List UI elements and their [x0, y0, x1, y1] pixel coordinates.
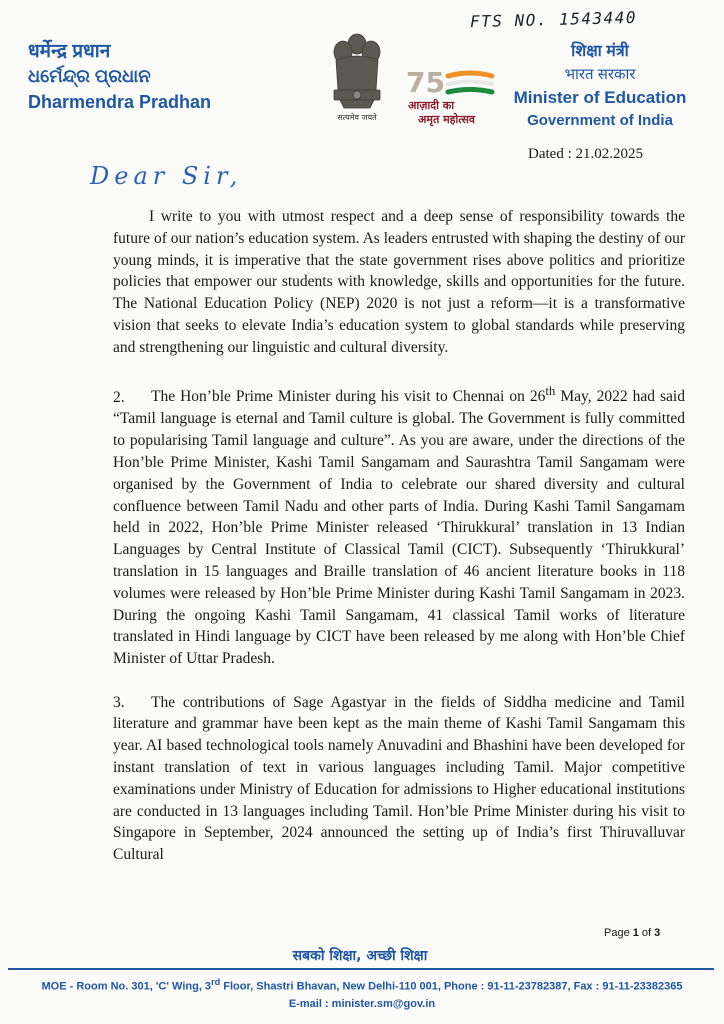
file-reference: FTS NO. 1543440	[469, 7, 638, 32]
svg-text:Dear Sir,: Dear Sir,	[90, 162, 243, 190]
page-number	[604, 927, 660, 939]
name-hindi: धर्मेन्द्र प्रधान	[28, 41, 111, 62]
footer-motto: सबको शिक्षा, अच्छी शिक्षा	[292, 948, 428, 964]
letter-date: Dated : 21.02.2025	[528, 146, 643, 162]
salutation	[88, 158, 278, 194]
title-hindi: शिक्षा मंत्री	[571, 43, 629, 60]
letter-body	[113, 206, 685, 888]
paragraph-2-number: 2.	[113, 388, 125, 406]
paragraph-1-text: I write to you with utmost respect and a deep sense of responsibility towards the future of our nation’s education system. As leaders entrusted with shaping the destiny of our young minds, it is imperative that the state government rises above politics and prioritize policies that empower our students with knowledge, skills and opportunities for the future. The National Education Policy (NEP) 2020 is not just a reform—it is a transformative vision that seeks to elevate India’s education system to global standards while preserving and strengthening our linguistic and cultural diversity.	[113, 208, 685, 356]
page-number-prefix: Page	[604, 927, 633, 939]
title-english: Minister of Education	[513, 88, 687, 107]
govt-hindi: भारत सरकार	[564, 66, 636, 83]
paragraph-3-text: The contributions of Sage Agastyar in the fields of Siddha medicine and Tamil literature and grammar have been kept as the main theme of Kashi Tamil Sangamam this year. AI based technological tools namely Anuvadini and Bhashini have been developed for instant translation of text in various languages including Tamil. Major competitive examinations under Ministry of Education for admissions to Higher educational institutions are conducted in 13 languages including Tamil. Hon’ble Prime Minister during his visit to Singapore in September, 2024 announced the setting up of India’s first Thiruvalluvar Cultural	[113, 693, 685, 864]
azadi-line1: आज़ादी का	[408, 99, 455, 112]
azadi-line2: अमृत महोत्सव	[418, 113, 476, 126]
emblem-motto: सत्यमेव जयते	[337, 113, 377, 122]
footer-address-block	[0, 974, 724, 1013]
paragraph-3-number: 3.	[113, 693, 125, 711]
svg-text:75: 75	[406, 66, 445, 99]
name-odia: ଧର୍ମେନ୍ଦ୍ର ପ୍ରଧାନ	[28, 66, 151, 86]
paragraph-3	[113, 692, 685, 866]
paragraph-2-text-b: May, 2022 had said “Tamil language is eternal and Tamil culture is global. The Government is fully committed to popularising Tamil language and culture”. As you are aware, under the directions of the Hon’ble Prime Minister, Kashi Tamil Sangamam and Saurashtra Tamil Sangamam were organised by the Government of India to celebrate our shared diversity and cultural confluence between Tamil Nadu and other parts of India. During Kashi Tamil Sangamam held in 2022, Hon’ble Prime Minister released ‘Thirukkural’ translation in 13 Indian Languages by Central Institute of Classical Tamil (CICT). Subsequently ‘Thirukkural’ translation in 15 languages and Braille translation of 46 ancient literature books in 118 volumes were released by Hon’ble Prime Minister during Kashi Tamil Sangamam in 2023. During the ongoing Kashi Tamil Sangamam, 41 classical Tamil works of literature translated in Hindi language by CICT have been released by me along with Hon’ble Chief Minister of Uttar Pradesh.	[113, 388, 685, 668]
minister-name-block	[28, 40, 211, 114]
footer-address	[0, 974, 724, 996]
paragraph-2-text-a: The Hon’ble Prime Minister during his visit to Chennai on 26	[151, 388, 546, 406]
footer-email: E-mail : minister.sm@gov.in	[288, 997, 436, 1010]
azadi-logo	[400, 62, 500, 132]
ministry-title-block	[500, 40, 700, 132]
page-number-current: 1	[632, 927, 639, 939]
azadi-75-icon	[400, 62, 500, 102]
footer-address-a: MOE - Room No. 301, 'C' Wing, 3	[41, 980, 212, 993]
govt-english: Government of India	[527, 112, 673, 129]
name-english: Dharmendra Pradhan	[28, 92, 212, 112]
footer-divider	[8, 968, 714, 970]
paragraph-1	[113, 206, 685, 359]
page-number-middle: of	[638, 927, 655, 939]
paragraph-2	[113, 380, 685, 670]
paragraph-2-sup: th	[545, 383, 556, 399]
footer-address-sup: rd	[211, 977, 221, 987]
footer-address-b: Floor, Shastri Bhavan, New Delhi-110 001, Phone : 91-11-23782387, Fax : 91-11-23382365	[220, 980, 683, 993]
page-number-total: 3	[654, 927, 661, 939]
